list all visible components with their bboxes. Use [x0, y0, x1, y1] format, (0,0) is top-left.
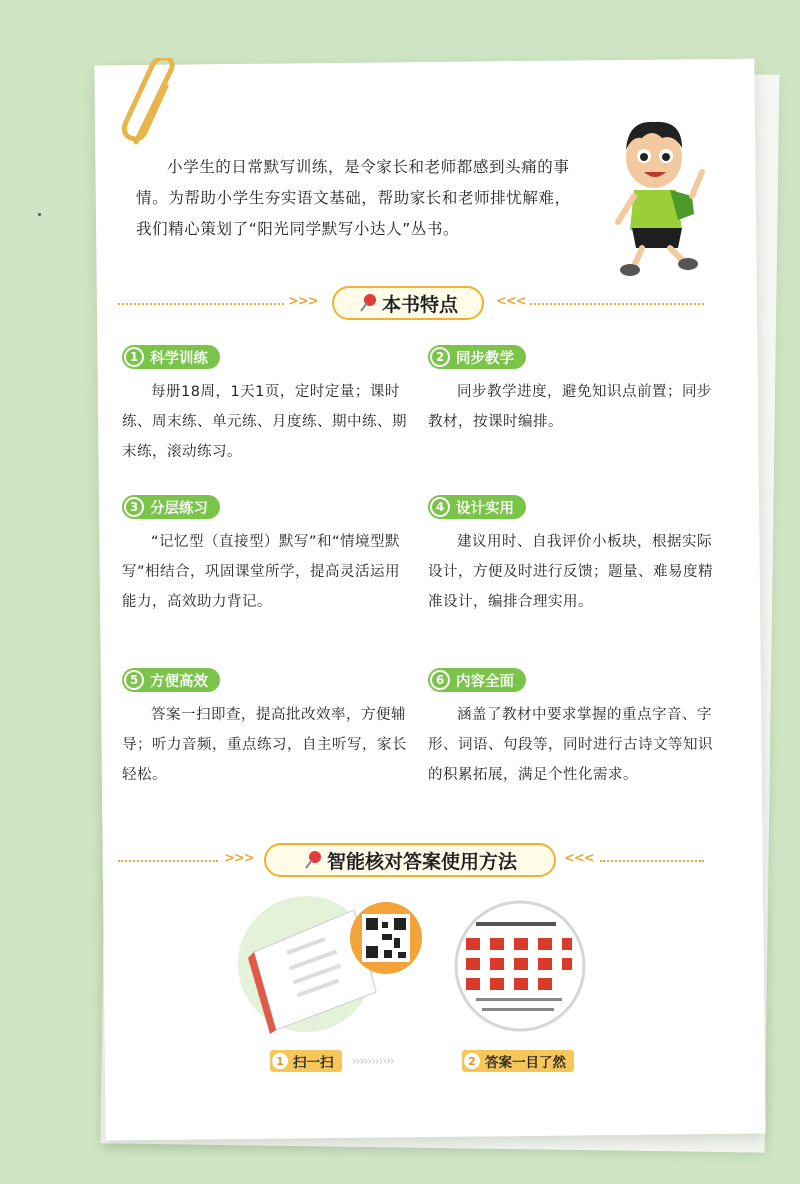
banner-dotted-line-left: [118, 303, 284, 305]
feature-1-badge: [122, 345, 220, 369]
step-connector-arrows: ›››››››››››: [352, 1054, 394, 1068]
feature-5-title: 方便高效: [150, 673, 208, 690]
feature-3-title: 分层练习: [150, 500, 208, 517]
features-title-pill: [332, 286, 484, 320]
step-1-text: 扫一扫: [293, 1055, 334, 1071]
feature-4-badge: [428, 495, 526, 519]
feature-2: [428, 345, 713, 437]
step-2-label: [462, 1050, 574, 1072]
features-title: 本书特点: [381, 293, 458, 316]
answer-method-title: 智能核对答案使用方法: [326, 850, 517, 873]
feature-1: [122, 345, 407, 467]
answer-magnifier-illustration: [452, 898, 588, 1034]
banner-arrows-left: >>>: [288, 294, 318, 309]
banner2-arrows-left: >>>: [224, 851, 254, 866]
feature-5-badge: [122, 668, 220, 692]
banner-dotted-line-right: [530, 303, 704, 305]
feature-2-text: 同步教学进度，避免知识点前置；同步教材，按课时编排。: [428, 384, 712, 430]
banner2-dotted-line-right: [600, 860, 704, 862]
answer-method-title-pill: [264, 843, 556, 877]
feature-4: [428, 495, 713, 617]
step-2-number: 2: [464, 1053, 480, 1069]
feature-3-badge: [122, 495, 220, 519]
scan-book-illustration: [236, 892, 426, 1042]
feature-1-text: 每册18周，1天1页，定时定量；课时练、周末练、单元练、月度练、期中练、期末练，滚动练习。: [122, 384, 407, 460]
intro-paragraph: 小学生的日常默写训练，是令家长和老师都感到头痛的事情。为帮助小学生夯实语文基础，帮助家长和老师排忧解难，我们精心策划了“阳光同学默写小达人”丛书。: [136, 158, 571, 238]
paperclip-icon: [118, 58, 188, 148]
feature-6-badge: [428, 668, 526, 692]
banner-arrows-right: <<<: [496, 294, 526, 309]
step-1-number: 1: [272, 1053, 288, 1069]
speck: [38, 213, 41, 216]
feature-3: [122, 495, 407, 617]
features-banner: [118, 286, 704, 322]
feature-1-title: 科学训练: [150, 350, 208, 367]
step-1-label: [270, 1050, 342, 1072]
feature-5-text: 答案一扫即查，提高批改效率，方便辅导；听力音频，重点练习，自主听写，家长轻松。: [122, 707, 407, 783]
feature-4-number: 4: [430, 497, 450, 517]
step-2-text: 答案一目了然: [485, 1055, 566, 1071]
feature-6: [428, 668, 713, 790]
feature-6-text: 涵盖了教材中要求掌握的重点字音、字形、词语、句段等，同时进行古诗文等知识的积累拓展，满足个性化需求。: [428, 707, 713, 783]
feature-5: [122, 668, 407, 790]
banner2-dotted-line-left: [118, 860, 218, 862]
feature-4-text: 建议用时、自我评价小板块，根据实际设计，方便及时进行反馈；题量、难易度精准设计，编排合理实用。: [428, 534, 713, 610]
answer-method-banner: [118, 843, 704, 879]
pushpin-icon: [358, 293, 378, 313]
boy-mascot-illustration: [612, 110, 708, 280]
feature-2-badge: [428, 345, 526, 369]
feature-6-title: 内容全面: [456, 673, 514, 690]
feature-2-number: 2: [430, 347, 450, 367]
feature-5-number: 5: [124, 670, 144, 690]
pushpin-icon: [303, 850, 323, 870]
feature-6-number: 6: [430, 670, 450, 690]
feature-1-number: 1: [124, 347, 144, 367]
feature-4-title: 设计实用: [456, 500, 514, 517]
banner2-arrows-right: <<<: [564, 851, 594, 866]
feature-3-number: 3: [124, 497, 144, 517]
feature-3-text: “记忆型（直接型）默写”和“情境型默写”相结合，巩固课堂所学，提高灵活运用能力，高效助力背记。: [122, 534, 401, 610]
feature-2-title: 同步教学: [456, 350, 514, 367]
